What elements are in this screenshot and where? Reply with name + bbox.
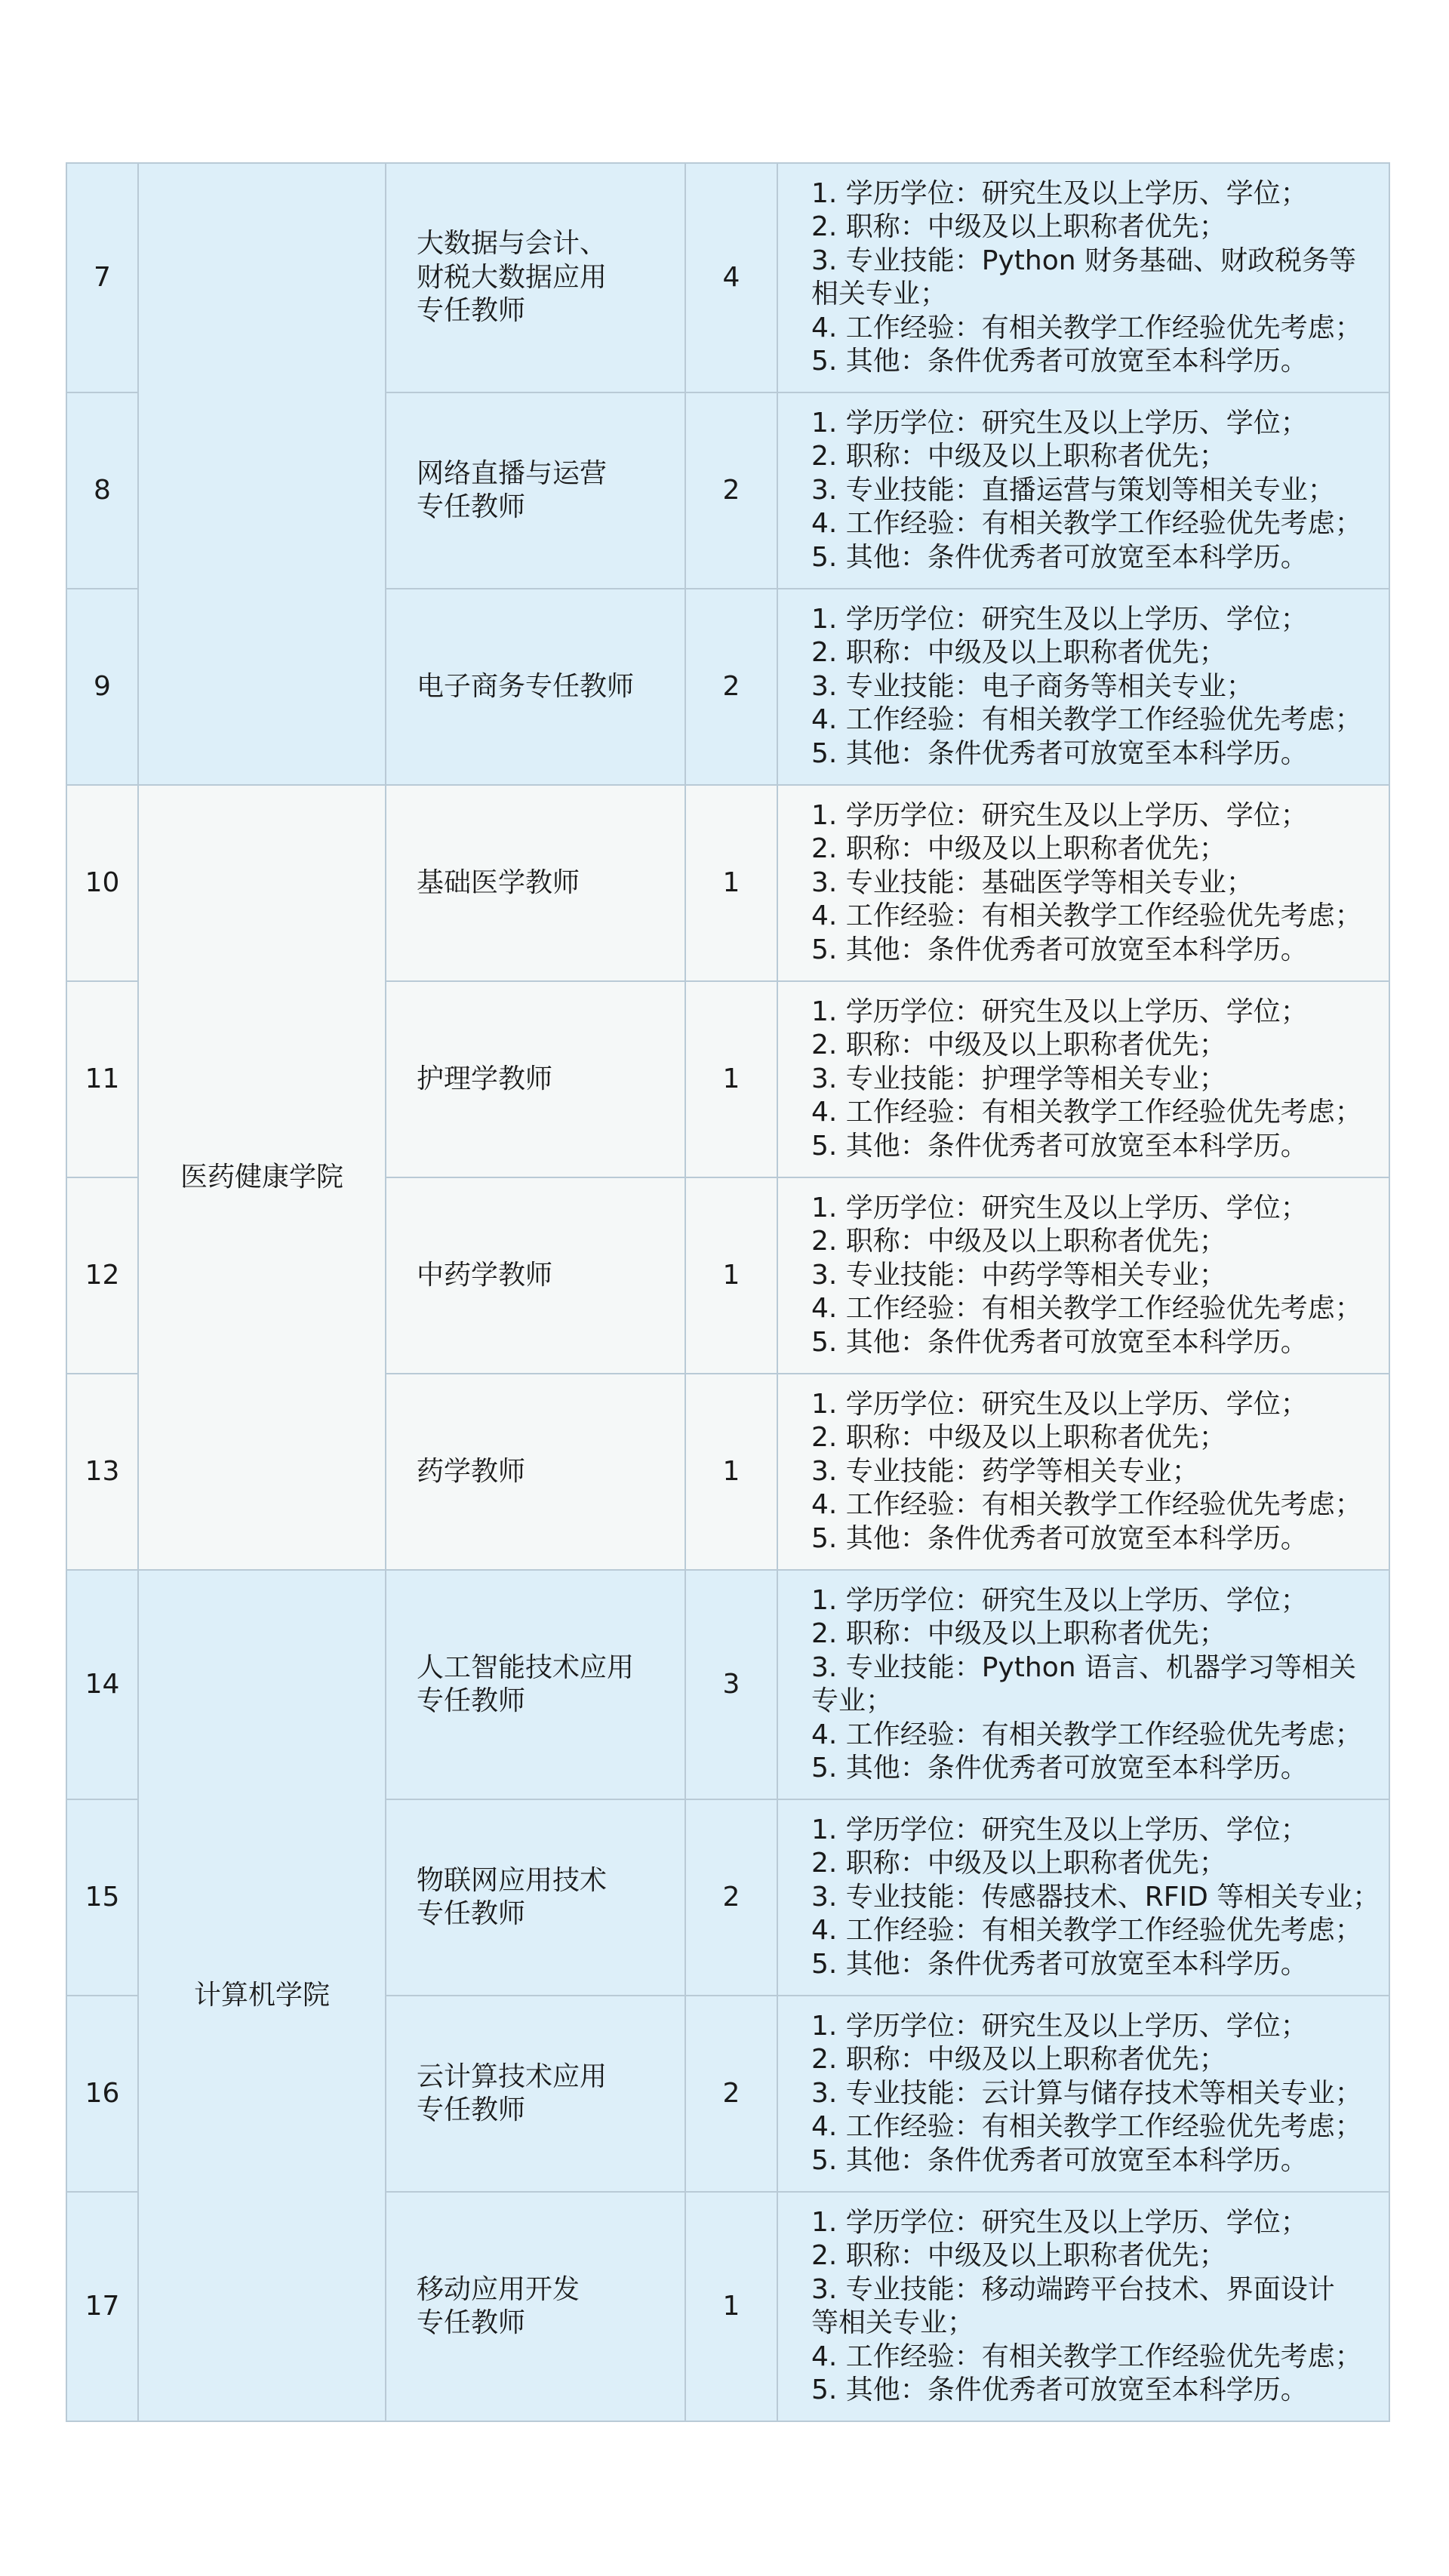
requirement-line: 3. 专业技能：中药学等相关专业； [811, 1259, 1226, 1291]
requirements-cell [777, 392, 1389, 589]
position-cell [386, 392, 685, 589]
position-line: 中药学教师 [417, 1259, 553, 1291]
requirement-line: 4. 工作经验：有相关教学工作经验优先考虑； [811, 1915, 1362, 1947]
position-cell [386, 1374, 685, 1570]
headcount-cell: 1 [685, 785, 777, 981]
headcount-cell: 2 [685, 1799, 777, 1996]
recruitment-table-body [66, 163, 1389, 2421]
requirement-line: 1. 学历学位：研究生及以上学历、学位； [811, 1584, 1308, 1616]
headcount-cell: 2 [685, 1996, 777, 2192]
position-line: 药学教师 [417, 1455, 526, 1487]
position-line: 云计算技术应用 [417, 2060, 608, 2092]
requirements-cell [777, 2192, 1389, 2421]
position-cell [386, 1177, 685, 1374]
requirement-line: 4. 工作经验：有相关教学工作经验优先考虑； [811, 1489, 1362, 1521]
requirement-line: 4. 工作经验：有相关教学工作经验优先考虑； [811, 2111, 1362, 2143]
requirements-cell [777, 589, 1389, 785]
requirement-line: 4. 工作经验：有相关教学工作经验优先考虑； [811, 508, 1362, 540]
requirement-line: 4. 工作经验：有相关教学工作经验优先考虑； [811, 900, 1362, 932]
row-number: 12 [66, 1177, 138, 1374]
requirement-line: 2. 职称：中级及以上职称者优先； [811, 441, 1226, 472]
requirement-line: 4. 工作经验：有相关教学工作经验优先考虑； [811, 312, 1362, 343]
requirement-line: 4. 工作经验：有相关教学工作经验优先考虑； [811, 1293, 1362, 1325]
requirement-line: 3. 专业技能：护理学等相关专业； [811, 1063, 1226, 1094]
requirements-cell [777, 1374, 1389, 1570]
requirement-line: 2. 职称：中级及以上职称者优先； [811, 211, 1226, 242]
requirement-line: 2. 职称：中级及以上职称者优先； [811, 1618, 1226, 1649]
position-line: 人工智能技术应用 [417, 1651, 635, 1683]
row-number: 8 [66, 392, 138, 589]
requirement-line: 5. 其他：条件优秀者可放宽至本科学历。 [811, 934, 1308, 965]
headcount-cell: 2 [685, 392, 777, 589]
position-cell [386, 589, 685, 785]
requirement-line: 1. 学历学位：研究生及以上学历、学位； [811, 177, 1308, 209]
row-number: 7 [66, 163, 138, 392]
requirements-cell [777, 1799, 1389, 1996]
requirement-line: 2. 职称：中级及以上职称者优先； [811, 1226, 1226, 1257]
row-number: 9 [66, 589, 138, 785]
position-cell [386, 1996, 685, 2192]
requirement-line: 1. 学历学位：研究生及以上学历、学位； [811, 1814, 1308, 1845]
requirement-line: 相关专业； [811, 279, 948, 309]
requirement-line: 3. 专业技能：直播运营与策划等相关专业； [811, 474, 1335, 506]
position-line: 网络直播与运营 [417, 457, 608, 489]
requirement-line: 5. 其他：条件优秀者可放宽至本科学历。 [811, 1948, 1308, 1980]
headcount-cell: 1 [685, 981, 777, 1177]
requirements-cell [777, 1996, 1389, 2192]
requirement-line: 专业； [811, 1685, 894, 1716]
requirement-line: 1. 学历学位：研究生及以上学历、学位； [811, 799, 1308, 831]
position-cell [386, 163, 685, 392]
requirement-line: 5. 其他：条件优秀者可放宽至本科学历。 [811, 1326, 1308, 1358]
requirement-line: 4. 工作经验：有相关教学工作经验优先考虑； [811, 2341, 1362, 2372]
requirement-line: 5. 其他：条件优秀者可放宽至本科学历。 [811, 346, 1308, 377]
college-cell [138, 163, 386, 785]
headcount-cell: 1 [685, 1177, 777, 1374]
requirement-line: 1. 学历学位：研究生及以上学历、学位； [811, 1192, 1308, 1223]
position-line: 专任教师 [417, 1685, 526, 1716]
position-line: 财税大数据应用 [417, 261, 608, 293]
requirements-cell [777, 163, 1389, 392]
requirement-line: 5. 其他：条件优秀者可放宽至本科学历。 [811, 541, 1308, 573]
position-cell [386, 785, 685, 981]
requirement-line: 1. 学历学位：研究生及以上学历、学位； [811, 2206, 1308, 2238]
position-line: 大数据与会计、 [417, 228, 608, 260]
headcount-cell: 1 [685, 2192, 777, 2421]
requirement-line: 1. 学历学位：研究生及以上学历、学位； [811, 603, 1308, 635]
table-row [66, 1570, 1389, 1799]
requirement-line: 5. 其他：条件优秀者可放宽至本科学历。 [811, 1753, 1308, 1784]
requirements-cell [777, 785, 1389, 981]
position-cell [386, 981, 685, 1177]
position-cell [386, 2192, 685, 2421]
row-number: 17 [66, 2192, 138, 2421]
requirement-line: 1. 学历学位：研究生及以上学历、学位； [811, 1388, 1308, 1420]
row-number: 10 [66, 785, 138, 981]
headcount-cell: 1 [685, 1374, 777, 1570]
requirement-line: 等相关专业； [811, 2307, 975, 2338]
requirement-line: 2. 职称：中级及以上职称者优先； [811, 833, 1226, 865]
requirement-line: 1. 学历学位：研究生及以上学历、学位； [811, 2010, 1308, 2042]
requirement-line: 3. 专业技能：Python 财务基础、财政税务等 [811, 245, 1357, 276]
position-line: 移动应用开发 [417, 2273, 580, 2305]
requirement-line: 5. 其他：条件优秀者可放宽至本科学历。 [811, 1522, 1308, 1554]
requirement-line: 5. 其他：条件优秀者可放宽至本科学历。 [811, 1130, 1308, 1162]
row-number: 11 [66, 981, 138, 1177]
requirement-line: 2. 职称：中级及以上职称者优先； [811, 2044, 1226, 2076]
requirement-line: 5. 其他：条件优秀者可放宽至本科学历。 [811, 737, 1308, 769]
row-number: 15 [66, 1799, 138, 1996]
requirement-line: 2. 职称：中级及以上职称者优先； [811, 637, 1226, 669]
headcount-cell: 2 [685, 589, 777, 785]
position-line: 专任教师 [417, 491, 526, 522]
requirement-line: 4. 工作经验：有相关教学工作经验优先考虑； [811, 1097, 1362, 1128]
requirement-line: 2. 职称：中级及以上职称者优先； [811, 2240, 1226, 2271]
headcount-cell: 4 [685, 163, 777, 392]
position-line: 专任教师 [417, 295, 526, 327]
requirement-line: 3. 专业技能：Python 语言、机器学习等相关 [811, 1651, 1357, 1683]
requirements-cell [777, 1177, 1389, 1374]
requirement-line: 4. 工作经验：有相关教学工作经验优先考虑； [811, 1719, 1362, 1750]
position-line: 专任教师 [417, 1898, 526, 1929]
headcount-cell: 3 [685, 1570, 777, 1799]
position-line: 基础医学教师 [417, 866, 580, 898]
recruitment-table [66, 162, 1390, 2422]
position-cell [386, 1570, 685, 1799]
requirement-line: 3. 专业技能：基础医学等相关专业； [811, 866, 1254, 898]
college-cell: 计算机学院 [138, 1570, 386, 2421]
position-cell [386, 1799, 685, 1996]
requirement-line: 5. 其他：条件优秀者可放宽至本科学历。 [811, 2144, 1308, 2176]
position-line: 物联网应用技术 [417, 1864, 608, 1896]
requirement-line: 3. 专业技能：移动端跨平台技术、界面设计 [811, 2273, 1335, 2305]
row-number: 16 [66, 1996, 138, 2192]
requirement-line: 4. 工作经验：有相关教学工作经验优先考虑； [811, 704, 1362, 736]
requirement-line: 1. 学历学位：研究生及以上学历、学位； [811, 996, 1308, 1027]
requirement-line: 3. 专业技能：电子商务等相关专业； [811, 670, 1254, 702]
requirements-cell [777, 1570, 1389, 1799]
table-row [66, 785, 1389, 981]
requirement-line: 3. 专业技能：药学等相关专业； [811, 1455, 1199, 1487]
requirement-line: 3. 专业技能：传感器技术、RFID 等相关专业； [811, 1881, 1380, 1913]
requirement-line: 1. 学历学位：研究生及以上学历、学位； [811, 407, 1308, 439]
requirement-line: 3. 专业技能：云计算与储存技术等相关专业； [811, 2077, 1362, 2109]
position-line: 专任教师 [417, 2307, 526, 2338]
row-number: 13 [66, 1374, 138, 1570]
position-line: 专任教师 [417, 2094, 526, 2125]
requirements-cell [777, 981, 1389, 1177]
table-row [66, 163, 1389, 392]
requirement-line: 2. 职称：中级及以上职称者优先； [811, 1848, 1226, 1879]
position-line: 护理学教师 [417, 1063, 553, 1094]
requirement-line: 5. 其他：条件优秀者可放宽至本科学历。 [811, 2374, 1308, 2405]
position-line: 电子商务专任教师 [417, 670, 635, 702]
college-cell: 医药健康学院 [138, 785, 386, 1570]
requirement-line: 2. 职称：中级及以上职称者优先； [811, 1422, 1226, 1454]
requirement-line: 2. 职称：中级及以上职称者优先； [811, 1029, 1226, 1061]
row-number: 14 [66, 1570, 138, 1799]
